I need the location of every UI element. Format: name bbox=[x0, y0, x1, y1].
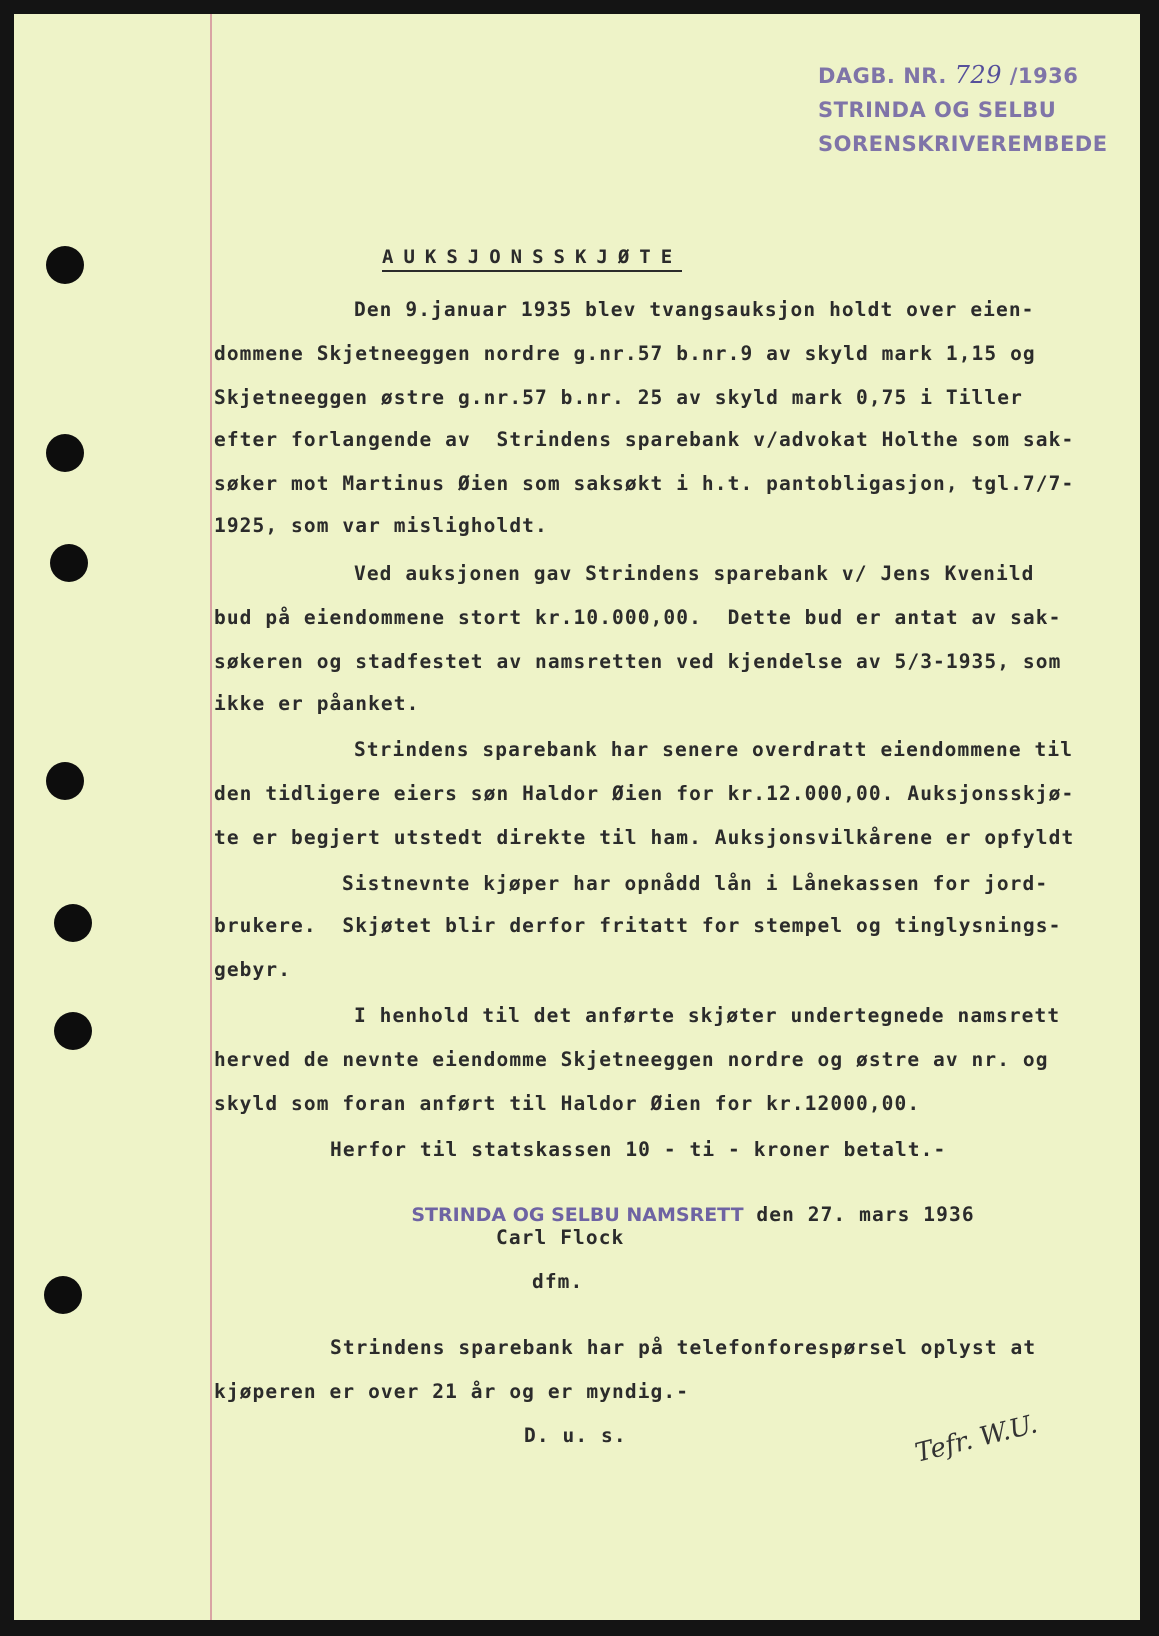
punch-hole bbox=[44, 1276, 82, 1314]
body-line: brukere. Skjøtet blir derfor fritatt for stempel og tinglysnings- bbox=[214, 914, 1062, 937]
body-line: søker mot Martinus Øien som saksøkt i h.t. pantobligasjon, tgl.7/7- bbox=[214, 472, 1075, 495]
body-line: te er begjert utstedt direkte til ham. Auksjonsvilkårene er opfyldt bbox=[214, 826, 1075, 849]
document-page bbox=[14, 14, 1140, 1620]
stamp-line3: SORENSKRIVEREMBEDE bbox=[818, 132, 1108, 156]
stamp-dagb-label: DAGB. NR. bbox=[818, 64, 947, 88]
registry-stamp bbox=[818, 58, 1108, 161]
punch-hole bbox=[46, 246, 84, 284]
court-line bbox=[360, 1180, 975, 1249]
body-line: efter forlangende av Strindens sparebank v/advokat Holthe som sak- bbox=[214, 428, 1075, 451]
body-line: ikke er påanket. bbox=[214, 692, 420, 715]
handwritten-signature: Tefr. W.U. bbox=[912, 1409, 1041, 1469]
closing-text: D. u. s. bbox=[524, 1424, 627, 1447]
body-line: skyld som foran anført til Haldor Øien for kr.12000,00. bbox=[214, 1092, 921, 1115]
body-line: Den 9.januar 1935 blev tvangsauksjon holdt over eien- bbox=[354, 298, 1035, 321]
body-line: 1925, som var misligholdt. bbox=[214, 514, 548, 537]
body-line: Skjetneeggen østre g.nr.57 b.nr. 25 av skyld mark 0,75 i Tiller bbox=[214, 386, 1023, 409]
body-line: Ved auksjonen gav Strindens sparebank v/ Jens Kvenild bbox=[354, 562, 1035, 585]
note-line: kjøperen er over 21 år og er myndig.- bbox=[214, 1380, 690, 1403]
signer-title: dfm. bbox=[532, 1270, 584, 1293]
stamp-dagb-number: 729 bbox=[954, 61, 1002, 89]
punch-hole bbox=[46, 762, 84, 800]
margin-line bbox=[210, 14, 212, 1620]
body-line: den tidligere eiers søn Haldor Øien for kr.12.000,00. Auksjonsskjø- bbox=[214, 782, 1075, 805]
body-line: bud på eiendommene stort kr.10.000,00. Dette bud er antat av sak- bbox=[214, 606, 1062, 629]
court-date: den 27. mars 1936 bbox=[743, 1203, 975, 1226]
body-line: søkeren og stadfestet av namsretten ved kjendelse av 5/3-1935, som bbox=[214, 650, 1062, 673]
punch-hole bbox=[46, 434, 84, 472]
document-title: AUKSJONSSKJØTE bbox=[382, 246, 682, 272]
punch-hole bbox=[54, 1012, 92, 1050]
body-line: dommene Skjetneeggen nordre g.nr.57 b.nr.9 av skyld mark 1,15 og bbox=[214, 342, 1036, 365]
punch-hole bbox=[54, 904, 92, 942]
body-line: herved de nevnte eiendomme Skjetneeggen nordre og østre av nr. og bbox=[214, 1048, 1049, 1071]
body-line: Strindens sparebank har senere overdratt eiendommene til bbox=[354, 738, 1074, 761]
note-line: Strindens sparebank har på telefonforespørsel oplyst at bbox=[330, 1336, 1037, 1359]
court-stamp: STRINDA OG SELBU NAMSRETT bbox=[411, 1204, 744, 1226]
body-line: Herfor til statskassen 10 - ti - kroner betalt.- bbox=[330, 1138, 947, 1161]
signer-name: Carl Flock bbox=[496, 1226, 625, 1249]
body-line: Sistnevnte kjøper har opnådd lån i Lånekassen for jord- bbox=[342, 872, 1049, 895]
body-line: I henhold til det anførte skjøter undertegnede namsrett bbox=[354, 1004, 1061, 1027]
stamp-line2: STRINDA OG SELBU bbox=[818, 98, 1057, 122]
punch-hole bbox=[50, 544, 88, 582]
stamp-dagb-year: /1936 bbox=[1009, 64, 1079, 88]
body-line: gebyr. bbox=[214, 958, 292, 981]
